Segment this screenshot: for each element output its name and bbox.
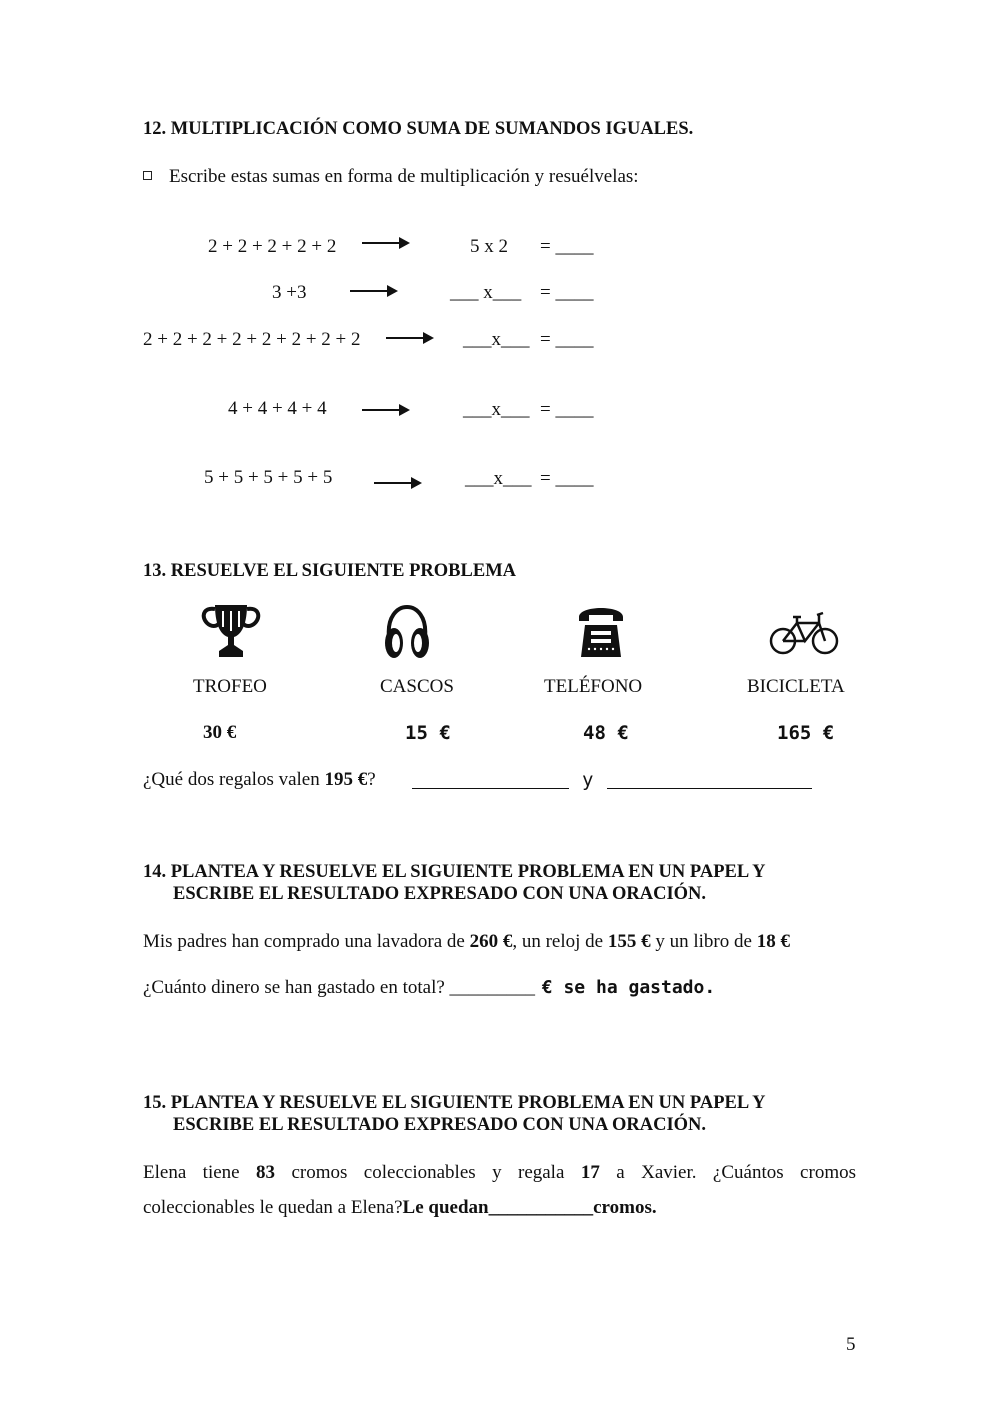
sum-expression: 2 + 2 + 2 + 2 + 2 + 2 + 2 + 2	[143, 329, 361, 350]
answer-blank-gift-1[interactable]	[412, 788, 569, 789]
answer-sentence: Le quedan___________cromos.	[402, 1197, 657, 1218]
sum-expression: 2 + 2 + 2 + 2 + 2	[208, 236, 337, 257]
problem-text: Mis padres han comprado una lavadora de	[143, 931, 470, 952]
arrow-right-icon	[362, 242, 408, 244]
problem-text: coleccionables le quedan a Elena?	[143, 1197, 403, 1218]
item-price-trofeo: 30 €	[203, 722, 237, 743]
section-15-problem-line1	[143, 1162, 856, 1184]
problem-text: a Xavier. ¿Cuántos cromos	[599, 1162, 856, 1183]
section-12-title: 12. MULTIPLICACIÓN COMO SUMA DE SUMANDOS IGUALES.	[143, 119, 694, 139]
sum-expression: 4 + 4 + 4 + 4	[228, 398, 327, 419]
section-14-title-line2: ESCRIBE EL RESULTADO EXPRESADO CON UNA ORACIÓN.	[173, 884, 707, 904]
arrow-right-icon	[350, 290, 396, 292]
price-reloj: 155 €	[607, 931, 651, 952]
sum-expression: 3 +3	[272, 282, 307, 303]
section-14-question[interactable]	[143, 977, 715, 999]
question-text: ¿Qué dos regalos valen	[143, 769, 325, 790]
checkbox-bullet-icon	[143, 171, 152, 180]
problem-text: y un libro de	[650, 931, 757, 952]
section-12-instruction: Escribe estas sumas en forma de multiplicación y resuélvelas:	[169, 166, 639, 187]
result-answer[interactable]: = ____	[540, 399, 594, 420]
problem-text: , un reloj de	[512, 931, 608, 952]
result-answer[interactable]: = ____	[540, 468, 594, 489]
question-amount: 195 €	[324, 769, 368, 790]
item-label-cascos: CASCOS	[380, 676, 454, 697]
multiplication-answer[interactable]: ___x___	[465, 468, 532, 489]
item-label-bicicleta: BICICLETA	[747, 676, 845, 697]
section-15-problem-line2[interactable]	[143, 1197, 657, 1219]
item-price-telefono: 48 €	[583, 722, 629, 744]
question-mark: ?	[367, 769, 376, 790]
section-15-title-line1: 15. PLANTEA Y RESUELVE EL SIGUIENTE PROBLEMA EN UN PAPEL Y	[143, 1093, 766, 1113]
price-lavadora: 260 €	[469, 931, 513, 952]
sum-expression: 5 + 5 + 5 + 5 + 5	[204, 467, 333, 488]
result-answer[interactable]: = ____	[540, 282, 594, 303]
problem-text: Elena tiene	[143, 1162, 257, 1183]
item-price-cascos: 15 €	[405, 722, 451, 744]
page-number: 5	[846, 1334, 856, 1355]
multiplication-answer[interactable]: ___x___	[463, 399, 530, 420]
connector-y: y	[582, 769, 594, 791]
number-regala: 17	[580, 1162, 600, 1183]
number-cromos: 83	[256, 1162, 276, 1183]
item-price-bicicleta: 165 €	[777, 722, 835, 744]
headphones-icon	[383, 603, 431, 661]
arrow-right-icon	[374, 482, 420, 484]
section-13-question	[143, 769, 376, 791]
price-libro: 18 €	[756, 931, 790, 952]
section-12-instruction-line	[143, 166, 639, 188]
section-14-title-line1: 14. PLANTEA Y RESUELVE EL SIGUIENTE PROBLEMA EN UN PAPEL Y	[143, 862, 766, 882]
answer-suffix: € se ha gastado.	[541, 977, 716, 998]
item-label-trofeo: TROFEO	[193, 676, 267, 697]
section-13-title: 13. RESUELVE EL SIGUIENTE PROBLEMA	[143, 561, 517, 581]
question-text: ¿Cuánto dinero se han gastado en total? _________	[143, 977, 536, 998]
bicycle-icon	[769, 609, 841, 657]
multiplication-answer[interactable]: 5 x 2	[470, 236, 508, 257]
trophy-icon	[199, 603, 263, 659]
arrow-right-icon	[386, 337, 432, 339]
item-label-telefono: TELÉFONO	[544, 676, 643, 697]
telephone-icon	[577, 603, 625, 659]
multiplication-answer[interactable]: ___ x___	[450, 282, 522, 303]
answer-blank-gift-2[interactable]	[607, 788, 812, 789]
section-14-problem	[143, 931, 790, 953]
problem-text: cromos coleccionables y regala	[275, 1162, 581, 1183]
result-answer[interactable]: = ____	[540, 236, 594, 257]
section-15-title-line2: ESCRIBE EL RESULTADO EXPRESADO CON UNA ORACIÓN.	[173, 1115, 707, 1135]
arrow-right-icon	[362, 409, 408, 411]
multiplication-answer[interactable]: ___x___	[463, 329, 530, 350]
result-answer[interactable]: = ____	[540, 329, 594, 350]
